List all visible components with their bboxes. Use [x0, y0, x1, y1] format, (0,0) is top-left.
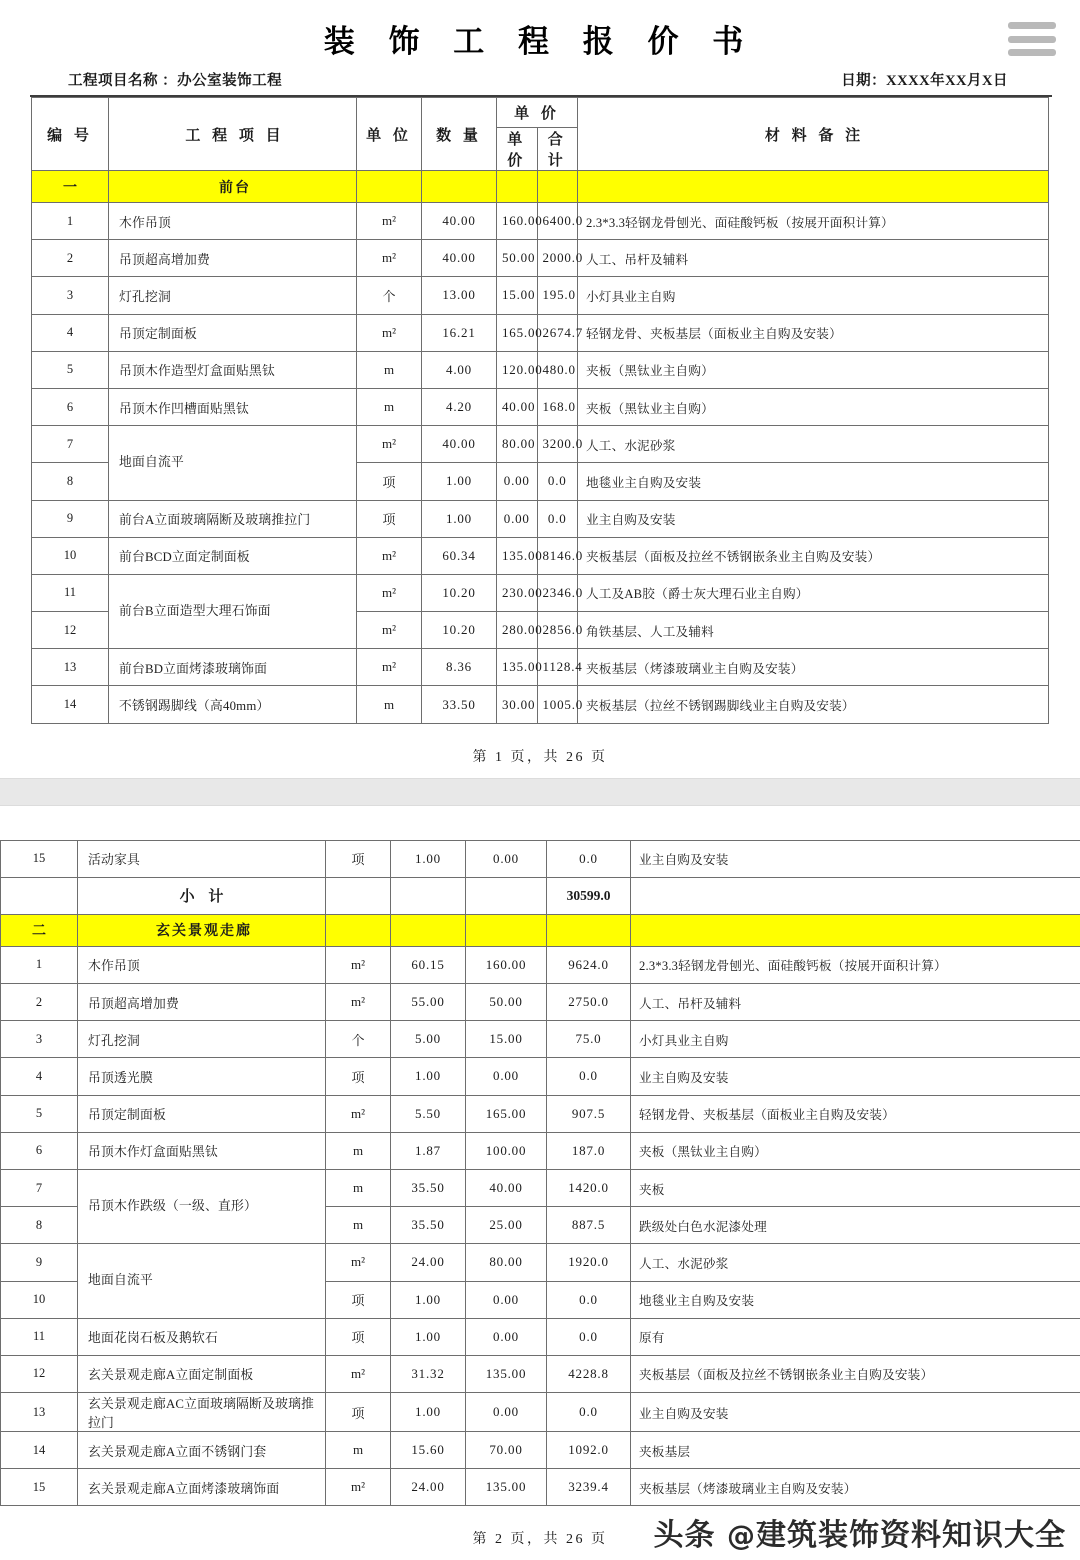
cell-price: 120.00 — [497, 351, 538, 388]
page-footer-2: 第 2 页，共 26 页 — [0, 1506, 1080, 1560]
cell-no: 11 — [1, 1318, 78, 1355]
cell-unit: m² — [326, 1469, 391, 1506]
cell-note: 轻钢龙骨、夹板基层（面板业主自购及安装） — [578, 314, 1049, 351]
cell-total: 0.0 — [547, 1281, 631, 1318]
col-header-unit-price: 单 价 — [497, 128, 538, 171]
cell-price: 165.00 — [466, 1095, 547, 1132]
cell-unit: m² — [357, 314, 422, 351]
cell-total: 8146.0 — [537, 537, 578, 574]
cell-no: 3 — [32, 277, 109, 314]
hamburger-bar-2 — [1008, 36, 1056, 43]
section-name: 前台 — [109, 171, 357, 203]
cell-qty: 31.32 — [391, 1355, 466, 1392]
hamburger-bar-3 — [1008, 49, 1056, 56]
cell-unit: 项 — [357, 463, 422, 500]
page-2 — [0, 806, 1080, 1560]
cell-unit: m — [326, 1432, 391, 1469]
cell-price: 160.00 — [466, 946, 547, 983]
cell-price: 0.00 — [497, 463, 538, 500]
cell-item: 灯孔挖洞 — [109, 277, 357, 314]
cell-note: 业主自购及安装 — [631, 1393, 1080, 1432]
cell-no: 14 — [32, 686, 109, 723]
cell-price: 80.00 — [466, 1244, 547, 1281]
cell-note: 小灯具业主自购 — [631, 1021, 1080, 1058]
cell-item: 玄关景观走廊AC立面玻璃隔断及玻璃推拉门 — [78, 1393, 326, 1432]
col-header-no: 编 号 — [32, 98, 109, 171]
cell-qty: 4.00 — [422, 351, 497, 388]
cell-note: 跌级处白色水泥漆处理 — [631, 1207, 1080, 1244]
cell-no: 15 — [1, 840, 78, 877]
cell-note: 业主自购及安装 — [578, 500, 1049, 537]
section-qty — [391, 914, 466, 946]
cell-total: 887.5 — [547, 1207, 631, 1244]
cell-total: 0.0 — [547, 1318, 631, 1355]
cell-note: 角铁基层、人工及辅料 — [578, 612, 1049, 649]
cell-total: 1420.0 — [547, 1169, 631, 1206]
section-header-row — [1, 914, 1080, 946]
cell-total: 0.0 — [537, 500, 578, 537]
cell-price: 135.00 — [497, 649, 538, 686]
cell-price: 15.00 — [466, 1021, 547, 1058]
cell-unit: m — [326, 1207, 391, 1244]
cell-price: 0.00 — [466, 1058, 547, 1095]
table-row — [32, 277, 1049, 314]
cell-no: 12 — [32, 612, 109, 649]
cell-item: 活动家具 — [78, 840, 326, 877]
section-total — [537, 171, 578, 203]
cell-qty: 55.00 — [391, 984, 466, 1021]
cell-no: 10 — [1, 1281, 78, 1318]
cell-unit: 项 — [357, 500, 422, 537]
cell-qty: 16.21 — [422, 314, 497, 351]
cell-no: 14 — [1, 1432, 78, 1469]
cell-price: 70.00 — [466, 1432, 547, 1469]
cell-total: 2750.0 — [547, 984, 631, 1021]
cell-price: 25.00 — [466, 1207, 547, 1244]
subtotal-price — [466, 877, 547, 914]
table-row — [1, 946, 1080, 983]
cell-item: 前台A立面玻璃隔断及玻璃推拉门 — [109, 500, 357, 537]
table-row — [1, 984, 1080, 1021]
table-row — [1, 1469, 1080, 1506]
cell-qty: 5.00 — [391, 1021, 466, 1058]
cell-qty: 24.00 — [391, 1469, 466, 1506]
cell-qty: 1.00 — [391, 1393, 466, 1432]
cell-qty: 1.00 — [422, 500, 497, 537]
document-title: 装 饰 工 程 报 价 书 — [0, 0, 1080, 69]
table-row — [1, 1169, 1080, 1206]
subtotal-note — [631, 877, 1080, 914]
cell-price: 50.00 — [466, 984, 547, 1021]
cell-total: 2346.0 — [537, 574, 578, 611]
cell-qty: 40.00 — [422, 203, 497, 240]
cell-qty: 1.87 — [391, 1132, 466, 1169]
watermark-name: 建筑装饰资料知识大全 — [756, 1518, 1066, 1553]
table-row — [1, 840, 1080, 877]
col-header-qty: 数 量 — [422, 98, 497, 171]
cell-total: 907.5 — [547, 1095, 631, 1132]
cell-total: 2674.7 — [537, 314, 578, 351]
table-row — [1, 1432, 1080, 1469]
table-row — [32, 500, 1049, 537]
table-row — [1, 1058, 1080, 1095]
hamburger-menu-icon[interactable] — [1004, 16, 1060, 62]
cell-qty: 10.20 — [422, 574, 497, 611]
cell-item: 玄关景观走廊A立面定制面板 — [78, 1355, 326, 1392]
cell-unit: 项 — [326, 1281, 391, 1318]
cell-note: 轻钢龙骨、夹板基层（面板业主自购及安装） — [631, 1095, 1080, 1132]
cell-item: 玄关景观走廊A立面烤漆玻璃饰面 — [78, 1469, 326, 1506]
cell-note: 小灯具业主自购 — [578, 277, 1049, 314]
cell-item: 玄关景观走廊A立面不锈钢门套 — [78, 1432, 326, 1469]
cell-no: 11 — [32, 574, 109, 611]
cell-qty: 8.36 — [422, 649, 497, 686]
cell-item: 吊顶超高增加费 — [78, 984, 326, 1021]
cell-item: 吊顶定制面板 — [78, 1095, 326, 1132]
cell-qty: 33.50 — [422, 686, 497, 723]
cell-note: 原有 — [631, 1318, 1080, 1355]
cell-item: 木作吊顶 — [78, 946, 326, 983]
cell-total: 1005.0 — [537, 686, 578, 723]
section-price — [466, 914, 547, 946]
cell-price: 100.00 — [466, 1132, 547, 1169]
table-row — [32, 351, 1049, 388]
cell-unit: 个 — [357, 277, 422, 314]
cell-price: 50.00 — [497, 240, 538, 277]
cell-unit: 个 — [326, 1021, 391, 1058]
table-row — [32, 574, 1049, 611]
cell-price: 280.00 — [497, 612, 538, 649]
cell-no: 6 — [32, 388, 109, 425]
cell-no: 1 — [32, 203, 109, 240]
cell-price: 30.00 — [497, 686, 538, 723]
cell-note: 人工、吊杆及辅料 — [631, 984, 1080, 1021]
cell-price: 230.00 — [497, 574, 538, 611]
cell-total: 0.0 — [547, 1393, 631, 1432]
section-no: 二 — [1, 914, 78, 946]
cell-total: 0.0 — [537, 463, 578, 500]
cell-total: 168.0 — [537, 388, 578, 425]
cell-note: 夹板基层（烤漆玻璃业主自购及安装） — [631, 1469, 1080, 1506]
col-header-unit: 单 位 — [357, 98, 422, 171]
cell-no: 6 — [1, 1132, 78, 1169]
cell-item: 地面自流平 — [109, 426, 357, 500]
cell-price: 135.00 — [497, 537, 538, 574]
table-row — [32, 537, 1049, 574]
cell-unit: 项 — [326, 1393, 391, 1432]
subtotal-label: 小 计 — [78, 877, 326, 914]
cell-total: 2856.0 — [537, 612, 578, 649]
subtotal-qty — [391, 877, 466, 914]
cell-unit: m — [326, 1169, 391, 1206]
watermark — [654, 1510, 1066, 1554]
page-footer-1: 第 1 页，共 26 页 — [0, 724, 1080, 778]
cell-note: 人工及AB胶（爵士灰大理石业主自购） — [578, 574, 1049, 611]
cell-price: 0.00 — [466, 1393, 547, 1432]
cell-no: 15 — [1, 1469, 78, 1506]
table-row — [32, 649, 1049, 686]
section-no: 一 — [32, 171, 109, 203]
table-row — [1, 1244, 1080, 1281]
cell-qty: 5.50 — [391, 1095, 466, 1132]
cell-qty: 1.00 — [391, 1281, 466, 1318]
subtotal-value: 30599.0 — [547, 877, 631, 914]
cell-note: 业主自购及安装 — [631, 1058, 1080, 1095]
cell-no: 10 — [32, 537, 109, 574]
col-header-item: 工 程 项 目 — [109, 98, 357, 171]
cell-note: 夹板基层 — [631, 1432, 1080, 1469]
cell-no: 12 — [1, 1355, 78, 1392]
cell-item: 吊顶木作灯盒面贴黑钛 — [78, 1132, 326, 1169]
cell-total: 2000.0 — [537, 240, 578, 277]
cell-price: 0.00 — [466, 840, 547, 877]
cell-no: 9 — [32, 500, 109, 537]
cell-total: 480.0 — [537, 351, 578, 388]
cell-item: 吊顶木作造型灯盒面贴黑钛 — [109, 351, 357, 388]
cell-no: 2 — [1, 984, 78, 1021]
cell-unit: 项 — [326, 1058, 391, 1095]
cell-note: 夹板基层（烤漆玻璃业主自购及安装） — [578, 649, 1049, 686]
cell-price: 0.00 — [466, 1281, 547, 1318]
col-header-price-group: 单 价 — [497, 98, 578, 128]
cell-note: 夹板（黑钛业主自购） — [578, 388, 1049, 425]
cell-total: 75.0 — [547, 1021, 631, 1058]
cell-unit: m² — [326, 946, 391, 983]
cell-unit: m² — [326, 1244, 391, 1281]
cell-unit: m² — [357, 240, 422, 277]
cell-qty: 35.50 — [391, 1169, 466, 1206]
cell-item: 吊顶木作凹槽面贴黑钛 — [109, 388, 357, 425]
cell-note: 夹板基层（拉丝不锈钢踢脚线业主自购及安装） — [578, 686, 1049, 723]
cell-qty: 40.00 — [422, 240, 497, 277]
document-meta — [30, 69, 1052, 97]
table-row — [32, 240, 1049, 277]
table-row — [32, 203, 1049, 240]
cell-note: 地毯业主自购及安装 — [578, 463, 1049, 500]
cell-item: 前台BD立面烤漆玻璃饰面 — [109, 649, 357, 686]
cell-unit: m — [357, 351, 422, 388]
cell-item: 地面花岗石板及鹅软石 — [78, 1318, 326, 1355]
cell-price: 40.00 — [466, 1169, 547, 1206]
cell-no: 9 — [1, 1244, 78, 1281]
cell-price: 0.00 — [497, 500, 538, 537]
cell-note: 人工、水泥砂浆 — [631, 1244, 1080, 1281]
hamburger-bar-1 — [1008, 22, 1056, 29]
cell-no: 7 — [1, 1169, 78, 1206]
cell-note: 夹板（黑钛业主自购） — [578, 351, 1049, 388]
section-name: 玄关景观走廊 — [78, 914, 326, 946]
quote-table-page-2 — [0, 840, 1080, 1507]
subtotal-row — [1, 877, 1080, 914]
cell-item: 灯孔挖洞 — [78, 1021, 326, 1058]
page-separator — [0, 778, 1080, 806]
cell-note: 2.3*3.3轻钢龙骨刨光、面硅酸钙板（按展开面积计算） — [578, 203, 1049, 240]
cell-item: 吊顶超高增加费 — [109, 240, 357, 277]
cell-unit: m — [326, 1132, 391, 1169]
cell-unit: m² — [357, 537, 422, 574]
project-name-label: 工程项目名称 ：办公室装饰工程 — [68, 69, 282, 90]
cell-price: 160.00 — [497, 203, 538, 240]
section-total — [547, 914, 631, 946]
cell-no: 1 — [1, 946, 78, 983]
cell-note: 业主自购及安装 — [631, 840, 1080, 877]
section-unit — [326, 914, 391, 946]
cell-total: 3239.4 — [547, 1469, 631, 1506]
cell-qty: 1.00 — [422, 463, 497, 500]
cell-item: 吊顶透光膜 — [78, 1058, 326, 1095]
cell-total: 1128.4 — [537, 649, 578, 686]
table-row — [32, 314, 1049, 351]
cell-total: 3200.0 — [537, 426, 578, 463]
watermark-prefix: 头条 — [654, 1518, 716, 1553]
cell-unit: 项 — [326, 840, 391, 877]
table-row — [32, 388, 1049, 425]
table-row — [1, 1132, 1080, 1169]
table-row — [1, 1318, 1080, 1355]
cell-note: 夹板基层（面板及拉丝不锈钢嵌条业主自购及安装） — [631, 1355, 1080, 1392]
cell-unit: m — [357, 388, 422, 425]
section-qty — [422, 171, 497, 203]
subtotal-no — [1, 877, 78, 914]
cell-note: 夹板（黑钛业主自购） — [631, 1132, 1080, 1169]
cell-unit: m — [357, 686, 422, 723]
date-label: 日期：XXXX年XX月X日 — [841, 69, 1020, 90]
cell-qty: 15.60 — [391, 1432, 466, 1469]
cell-item: 不锈钢踢脚线（高40mm） — [109, 686, 357, 723]
col-header-note: 材 料 备 注 — [578, 98, 1049, 171]
cell-item: 吊顶定制面板 — [109, 314, 357, 351]
subtotal-unit — [326, 877, 391, 914]
cell-note: 2.3*3.3轻钢龙骨刨光、面硅酸钙板（按展开面积计算） — [631, 946, 1080, 983]
table-row — [1, 1355, 1080, 1392]
col-header-total: 合 计 — [537, 128, 578, 171]
cell-note: 夹板 — [631, 1169, 1080, 1206]
table-body-page-2 — [1, 840, 1080, 1506]
cell-unit: m² — [326, 1355, 391, 1392]
cell-total: 0.0 — [547, 840, 631, 877]
cell-price: 80.00 — [497, 426, 538, 463]
table-row — [1, 1095, 1080, 1132]
cell-note: 人工、吊杆及辅料 — [578, 240, 1049, 277]
cell-price: 135.00 — [466, 1355, 547, 1392]
header-row-top — [32, 98, 1049, 128]
cell-price: 165.00 — [497, 314, 538, 351]
cell-total: 195.0 — [537, 277, 578, 314]
cell-qty: 1.00 — [391, 840, 466, 877]
cell-qty: 13.00 — [422, 277, 497, 314]
section-price — [497, 171, 538, 203]
cell-price: 15.00 — [497, 277, 538, 314]
cell-total: 1092.0 — [547, 1432, 631, 1469]
cell-qty: 1.00 — [391, 1318, 466, 1355]
cell-item: 前台BCD立面定制面板 — [109, 537, 357, 574]
cell-no: 8 — [32, 463, 109, 500]
cell-total: 4228.8 — [547, 1355, 631, 1392]
table-row — [1, 1393, 1080, 1432]
cell-unit: 项 — [326, 1318, 391, 1355]
cell-qty: 4.20 — [422, 388, 497, 425]
cell-item: 吊顶木作跌级（一级、直形） — [78, 1169, 326, 1243]
cell-no: 8 — [1, 1207, 78, 1244]
table-body-page-1 — [32, 171, 1049, 724]
section-unit — [357, 171, 422, 203]
quote-table-page-1 — [31, 97, 1049, 724]
cell-item: 地面自流平 — [78, 1244, 326, 1318]
table-header — [32, 98, 1049, 171]
cell-note: 地毯业主自购及安装 — [631, 1281, 1080, 1318]
cell-no: 4 — [1, 1058, 78, 1095]
cell-total: 187.0 — [547, 1132, 631, 1169]
cell-note: 人工、水泥砂浆 — [578, 426, 1049, 463]
cell-price: 0.00 — [466, 1318, 547, 1355]
cell-qty: 35.50 — [391, 1207, 466, 1244]
cell-qty: 40.00 — [422, 426, 497, 463]
watermark-at-icon: @ — [727, 1519, 756, 1552]
cell-price: 40.00 — [497, 388, 538, 425]
cell-unit: m² — [357, 574, 422, 611]
cell-unit: m² — [326, 984, 391, 1021]
section-header-row — [32, 171, 1049, 203]
cell-qty: 1.00 — [391, 1058, 466, 1095]
table-row — [32, 686, 1049, 723]
cell-total: 0.0 — [547, 1058, 631, 1095]
cell-no: 7 — [32, 426, 109, 463]
cell-total: 9624.0 — [547, 946, 631, 983]
cell-total: 1920.0 — [547, 1244, 631, 1281]
cell-no: 13 — [32, 649, 109, 686]
page-1 — [0, 0, 1080, 778]
section-note — [631, 914, 1080, 946]
cell-no: 5 — [32, 351, 109, 388]
cell-qty: 10.20 — [422, 612, 497, 649]
cell-qty: 24.00 — [391, 1244, 466, 1281]
cell-unit: m² — [357, 649, 422, 686]
table-row — [32, 426, 1049, 463]
cell-note: 夹板基层（面板及拉丝不锈钢嵌条业主自购及安装） — [578, 537, 1049, 574]
cell-qty: 60.15 — [391, 946, 466, 983]
cell-no: 5 — [1, 1095, 78, 1132]
cell-total: 6400.0 — [537, 203, 578, 240]
page-2-top-margin — [0, 806, 1080, 840]
cell-item: 木作吊顶 — [109, 203, 357, 240]
cell-qty: 60.34 — [422, 537, 497, 574]
cell-price: 135.00 — [466, 1469, 547, 1506]
section-note — [578, 171, 1049, 203]
table-row — [1, 1021, 1080, 1058]
cell-unit: m² — [357, 203, 422, 240]
cell-no: 13 — [1, 1393, 78, 1432]
cell-no: 3 — [1, 1021, 78, 1058]
cell-unit: m² — [357, 426, 422, 463]
cell-item: 前台B立面造型大理石饰面 — [109, 574, 357, 648]
cell-unit: m² — [326, 1095, 391, 1132]
cell-unit: m² — [357, 612, 422, 649]
cell-no: 2 — [32, 240, 109, 277]
cell-no: 4 — [32, 314, 109, 351]
